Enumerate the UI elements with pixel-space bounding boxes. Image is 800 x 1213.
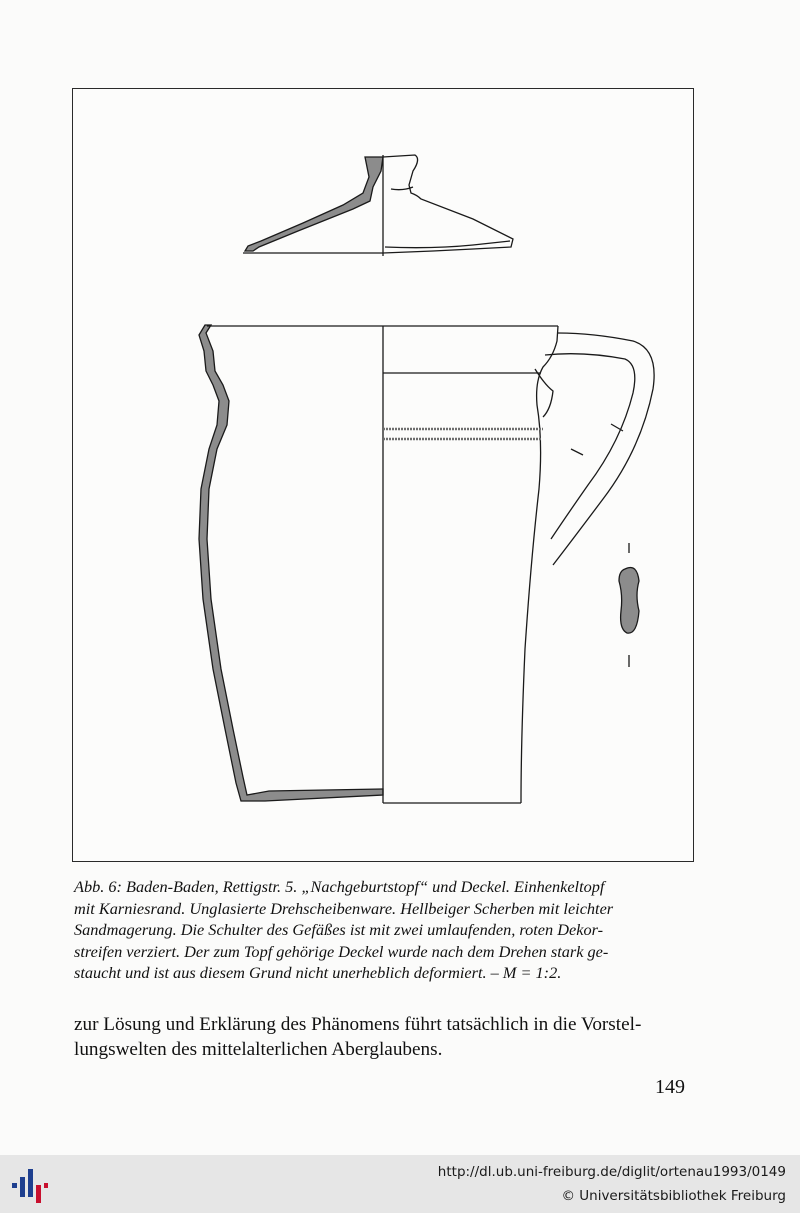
handle-cross-section bbox=[619, 568, 639, 634]
pot-section-profile bbox=[199, 325, 383, 801]
lid-exterior-view bbox=[383, 155, 513, 253]
source-url-link[interactable]: http://dl.ub.uni-freiburg.de/diglit/ortenau1993/0149 bbox=[437, 1164, 786, 1180]
body-paragraph bbox=[74, 1012, 696, 1062]
pot-handle-inner bbox=[545, 354, 635, 539]
caption-line: Sandmagerung. Die Schulter des Gefäßes ist mit zwei umlaufenden, roten Dekor- bbox=[74, 920, 604, 940]
body-line: lungswelten des mittelalterlichen Aberglaubens. bbox=[74, 1039, 443, 1060]
logo-bar bbox=[12, 1183, 17, 1188]
lid-drawing bbox=[243, 155, 513, 256]
logo-bar bbox=[36, 1185, 41, 1203]
section-mark-lower bbox=[571, 449, 583, 455]
figure-caption bbox=[74, 876, 696, 984]
viewer-footer bbox=[0, 1155, 800, 1213]
caption-line: staucht und ist aus diesem Grund nicht unerheblich deformiert. – M = 1:2. bbox=[74, 963, 562, 983]
page-number: 149 bbox=[655, 1076, 685, 1098]
logo-bar bbox=[20, 1177, 25, 1197]
caption-line: streifen verziert. Der zum Topf gehörige Deckel wurde nach dem Drehen stark ge- bbox=[74, 941, 609, 961]
vessel-drawing bbox=[73, 89, 693, 861]
logo-bar bbox=[28, 1169, 33, 1197]
figure-frame bbox=[72, 88, 694, 862]
lid-section-profile bbox=[245, 157, 383, 251]
ub-freiburg-logo-icon bbox=[10, 1163, 50, 1205]
body-line: zur Lösung und Erklärung des Phänomens führt tatsächlich in die Vorstel- bbox=[74, 1014, 642, 1035]
copyright-notice: © Universitätsbibliothek Freiburg bbox=[561, 1188, 786, 1204]
pot-drawing bbox=[199, 325, 654, 803]
caption-line: Abb. 6: Baden-Baden, Rettigstr. 5. „Nachgeburtstopf“ und Deckel. Einhenkeltopf bbox=[74, 877, 605, 896]
logo-bar bbox=[44, 1183, 48, 1188]
lid-rim-line bbox=[385, 241, 510, 248]
pot-handle bbox=[553, 333, 654, 565]
caption-line: mit Karniesrand. Unglasierte Drehscheibenware. Hellbeiger Scherben mit leichter bbox=[74, 898, 614, 918]
